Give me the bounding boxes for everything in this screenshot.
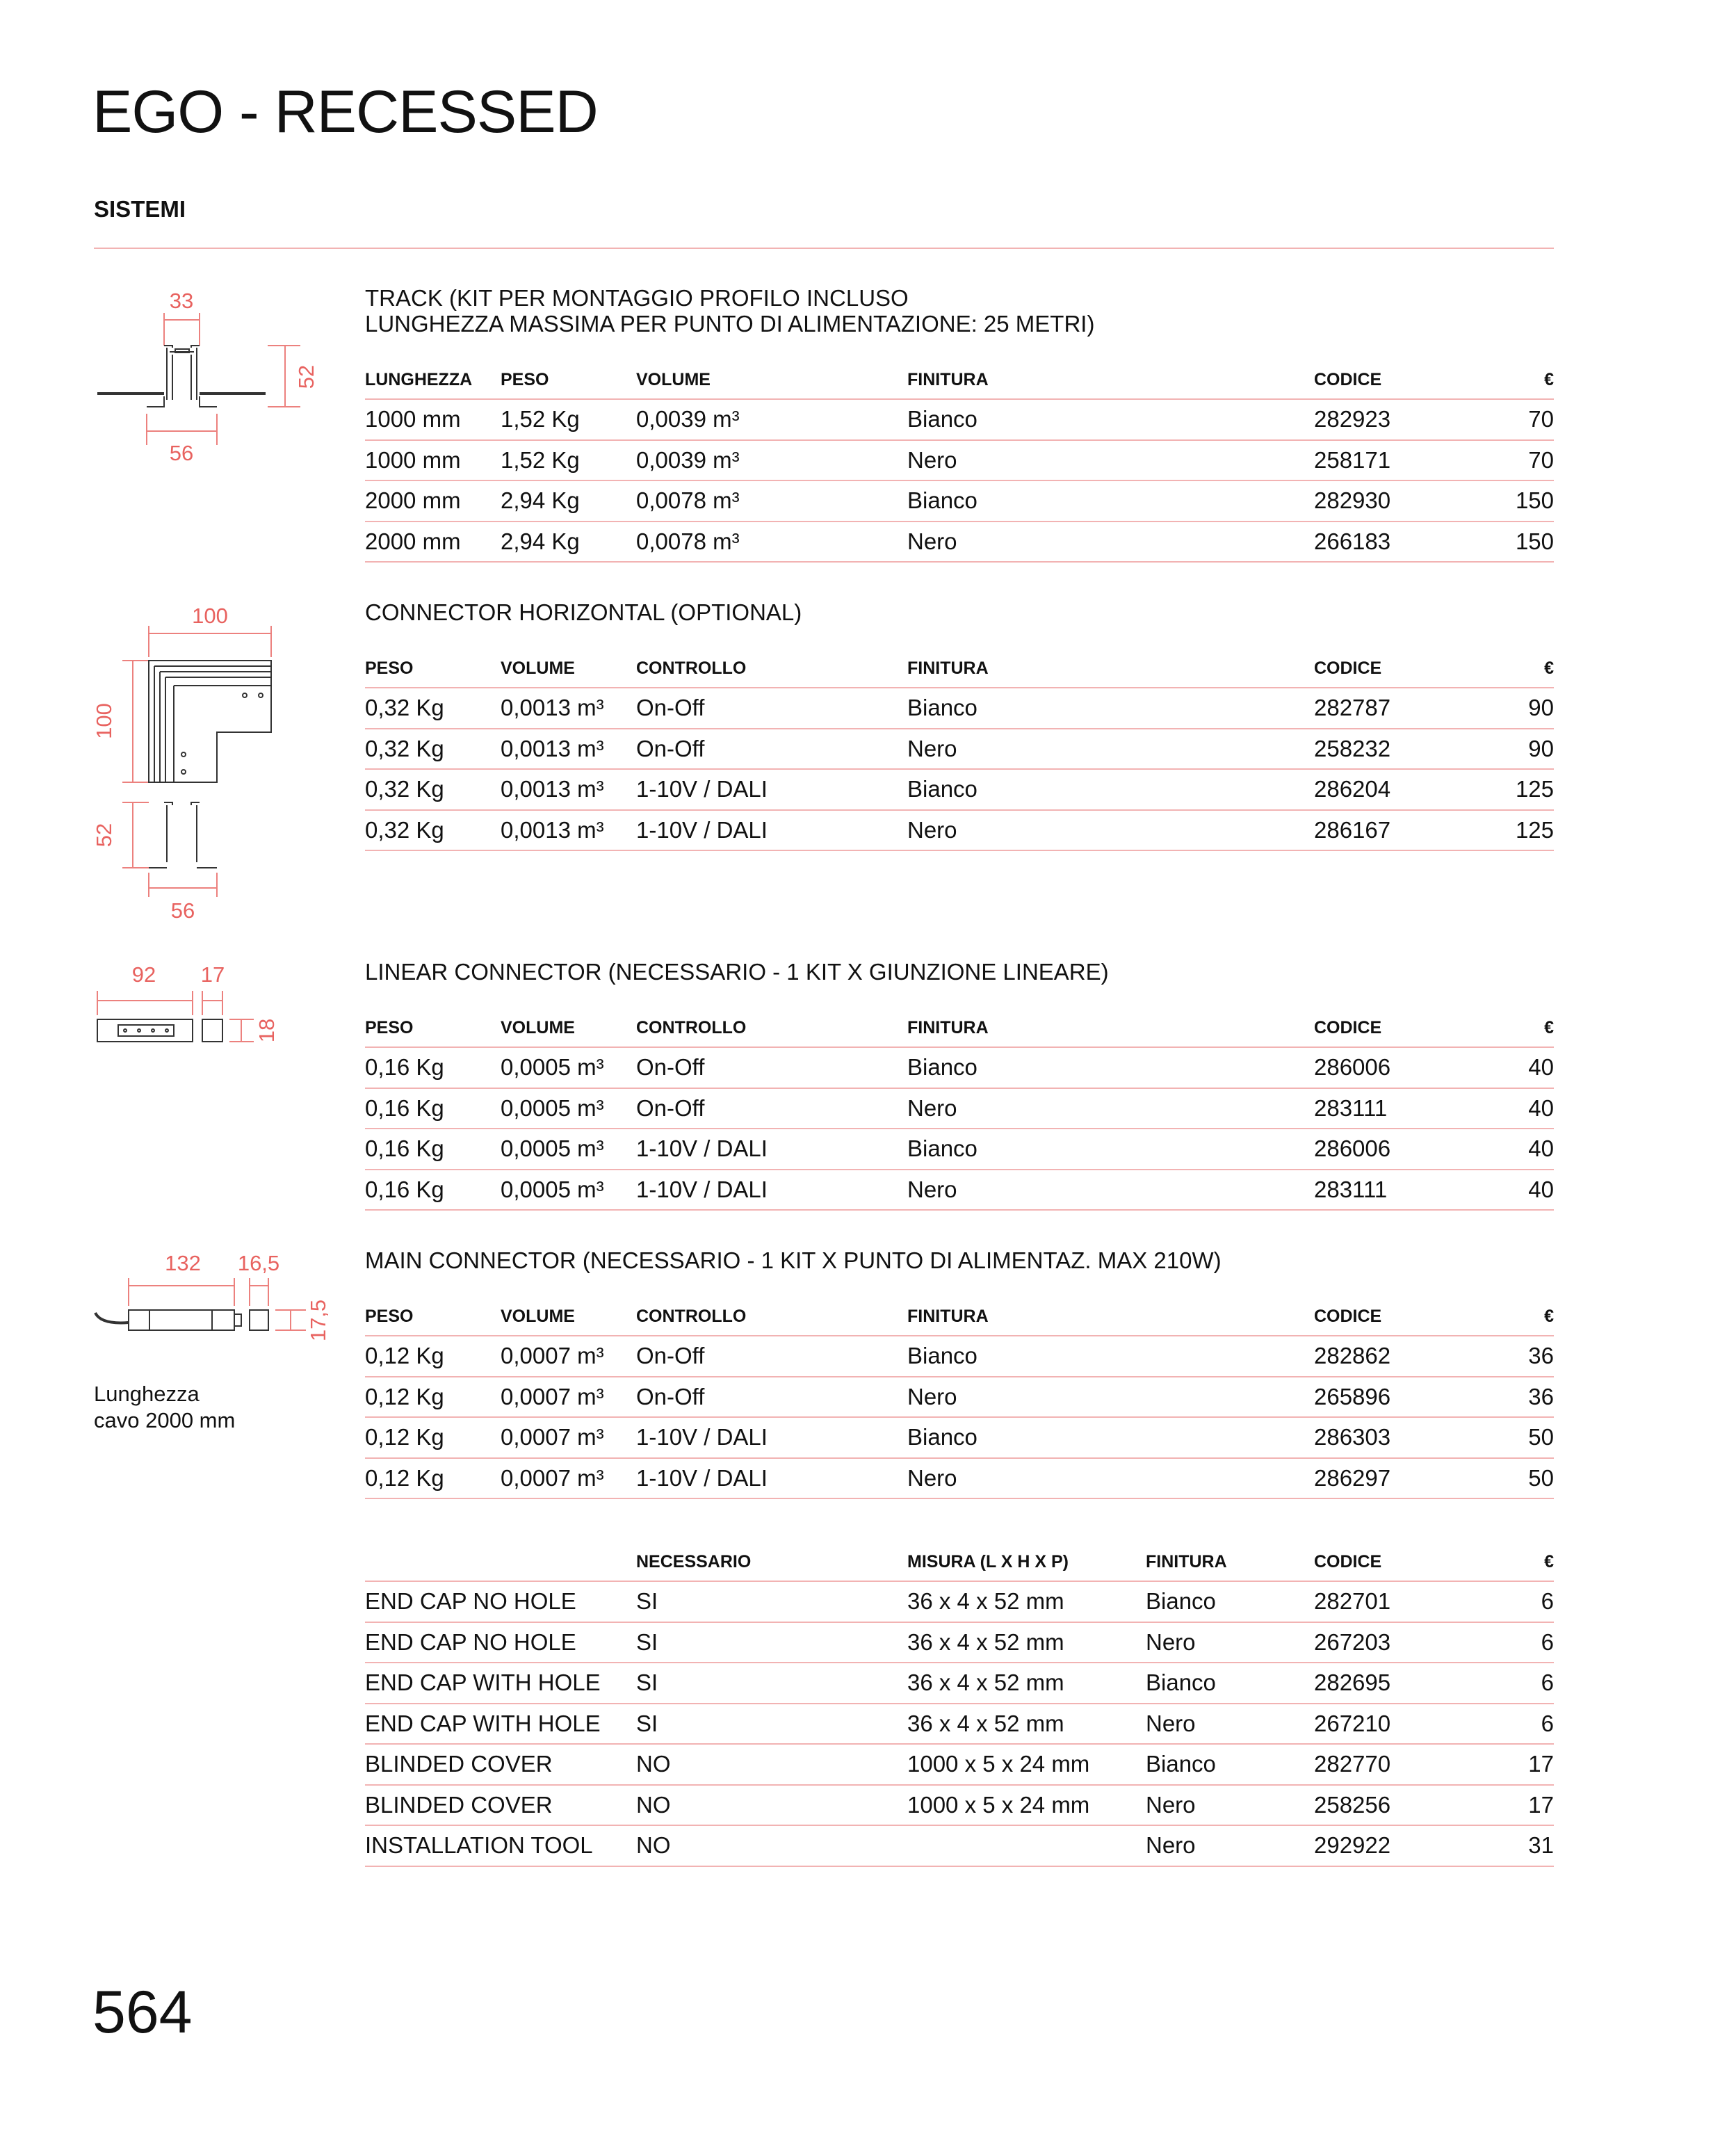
column-header: PESO xyxy=(365,1018,414,1037)
table-header xyxy=(365,359,1554,400)
table-cell: 0,0005 m³ xyxy=(501,1094,604,1121)
table-cell: 282695 xyxy=(1314,1670,1391,1695)
table-cell: Nero xyxy=(907,816,957,843)
table-cell: 6 xyxy=(1541,1670,1554,1695)
table-header xyxy=(365,1296,1554,1336)
table-cell: END CAP WITH HOLE xyxy=(365,1710,601,1736)
table-row xyxy=(365,1704,1554,1745)
table-cell: 282862 xyxy=(1314,1343,1391,1368)
column-header: PESO xyxy=(501,370,549,389)
table-cell: 0,0005 m³ xyxy=(501,1054,604,1080)
table-cell: 0,0078 m³ xyxy=(636,528,740,554)
column-header: NECESSARIO xyxy=(636,1552,752,1571)
table-cell: 1,52 Kg xyxy=(501,446,580,473)
table-cell: 286167 xyxy=(1314,816,1391,843)
table-cell: 0,0013 m³ xyxy=(501,735,604,761)
table-row xyxy=(365,481,1554,522)
table-cell: 70 xyxy=(1528,406,1554,432)
product-table xyxy=(365,1296,1554,1499)
table-cell: 0,32 Kg xyxy=(365,695,444,720)
table-cell: BLINDED COVER xyxy=(365,1791,553,1818)
table-cell: 0,16 Kg xyxy=(365,1176,444,1202)
dim-track-height: 52 xyxy=(294,364,318,389)
table-cell: SI xyxy=(636,1588,658,1614)
table-cell: 0,0005 m³ xyxy=(501,1135,604,1161)
table-cell: 292922 xyxy=(1314,1832,1391,1858)
table-cell: 0,0007 m³ xyxy=(501,1424,604,1450)
table-cell: END CAP NO HOLE xyxy=(365,1628,576,1655)
table-cell: 0,0013 m³ xyxy=(501,816,604,843)
table-cell: 36 xyxy=(1528,1383,1554,1409)
page-number: 564 xyxy=(92,1979,193,2046)
table-row xyxy=(365,1048,1554,1089)
table-cell: END CAP NO HOLE xyxy=(365,1588,576,1614)
section-title xyxy=(365,1247,1222,1273)
table-row xyxy=(365,441,1554,482)
table-cell: 0,12 Kg xyxy=(365,1383,444,1409)
table-cell: Nero xyxy=(907,446,957,473)
table-cell: 1000 mm xyxy=(365,446,461,473)
table-cell: Nero xyxy=(1146,1791,1196,1818)
column-header: € xyxy=(1544,1552,1554,1571)
table-cell: INSTALLATION TOOL xyxy=(365,1832,593,1858)
table-cell: 90 xyxy=(1528,735,1554,761)
table-cell: SI xyxy=(636,1628,658,1655)
table-cell: Bianco xyxy=(907,1054,977,1080)
table-cell: 31 xyxy=(1528,1832,1554,1858)
table-cell: 0,32 Kg xyxy=(365,816,444,843)
table-row xyxy=(365,1663,1554,1704)
table-cell: Nero xyxy=(1146,1832,1196,1858)
table-cell: 50 xyxy=(1528,1424,1554,1450)
table-cell: 286303 xyxy=(1314,1424,1391,1450)
table-cell: 1-10V / DALI xyxy=(636,1176,768,1202)
table-cell: 0,32 Kg xyxy=(365,735,444,761)
table-cell: BLINDED COVER xyxy=(365,1751,553,1777)
column-header: FINITURA xyxy=(1146,1552,1227,1571)
product-table xyxy=(365,359,1554,563)
table-cell: 282770 xyxy=(1314,1751,1391,1777)
table-row xyxy=(365,1377,1554,1418)
table-cell: 1-10V / DALI xyxy=(636,816,768,843)
section-title-line: TRACK (KIT PER MONTAGGIO PROFILO INCLUSO xyxy=(365,285,909,311)
table-row xyxy=(365,1089,1554,1130)
column-header: € xyxy=(1544,370,1554,389)
table-cell: 282701 xyxy=(1314,1588,1391,1614)
table-cell: Nero xyxy=(907,1094,957,1121)
table-cell: 258232 xyxy=(1314,735,1391,761)
table-cell: Bianco xyxy=(907,1424,977,1450)
section-title-line: LUNGHEZZA MASSIMA PER PUNTO DI ALIMENTAZIONE: 25 METRI) xyxy=(365,311,1095,337)
table-row xyxy=(365,1336,1554,1377)
dim-linear-height: 18 xyxy=(254,1018,279,1043)
dim-connector-side: 100 xyxy=(92,703,116,739)
dim-main-end: 16,5 xyxy=(237,1251,280,1275)
table-cell: Bianco xyxy=(907,487,977,513)
table-row xyxy=(365,1582,1554,1623)
column-header: CONTROLLO xyxy=(636,1018,747,1037)
column-header: € xyxy=(1544,1018,1554,1037)
table-cell: 1000 x 5 x 24 mm xyxy=(907,1791,1090,1818)
table-cell: 150 xyxy=(1515,487,1554,513)
table-cell: 258171 xyxy=(1314,446,1391,473)
table-cell: 267203 xyxy=(1314,1628,1391,1655)
dim-main-length: 132 xyxy=(165,1251,201,1275)
table-cell: 258256 xyxy=(1314,1791,1391,1818)
product-table xyxy=(365,648,1554,851)
table-row xyxy=(365,1459,1554,1500)
table-cell: 0,16 Kg xyxy=(365,1135,444,1161)
table-row xyxy=(365,811,1554,852)
table-cell: Nero xyxy=(907,1176,957,1202)
section-title xyxy=(365,599,802,625)
table-cell: 125 xyxy=(1515,776,1554,802)
column-header: VOLUME xyxy=(501,1307,575,1326)
table-cell: Bianco xyxy=(907,406,977,432)
table-cell: 267210 xyxy=(1314,1710,1391,1736)
table-header xyxy=(365,648,1554,688)
table-cell: NO xyxy=(636,1791,671,1818)
table-cell: On-Off xyxy=(636,1343,705,1368)
column-header: € xyxy=(1544,658,1554,678)
table-cell: 40 xyxy=(1528,1094,1554,1121)
table-cell: 286006 xyxy=(1314,1135,1391,1161)
table-cell: Nero xyxy=(907,1464,957,1491)
cable-length-note xyxy=(94,1381,235,1434)
column-header: FINITURA xyxy=(907,370,989,389)
section-title-line: MAIN CONNECTOR (NECESSARIO - 1 KIT X PUNTO DI ALIMENTAZ. MAX 210W) xyxy=(365,1247,1222,1273)
dim-linear-length: 92 xyxy=(131,962,156,987)
table-cell: 0,12 Kg xyxy=(365,1424,444,1450)
table-row xyxy=(365,1418,1554,1459)
table-cell: 0,0005 m³ xyxy=(501,1176,604,1202)
table-cell: 286297 xyxy=(1314,1464,1391,1491)
table-cell: 0,0013 m³ xyxy=(501,776,604,802)
table-row xyxy=(365,1623,1554,1664)
table-cell: Nero xyxy=(1146,1710,1196,1736)
table-cell: 6 xyxy=(1541,1710,1554,1736)
table-cell: 1-10V / DALI xyxy=(636,1424,768,1450)
table-row xyxy=(365,770,1554,811)
table-cell: 1,52 Kg xyxy=(501,406,580,432)
table-cell: 17 xyxy=(1528,1791,1554,1818)
table-cell: SI xyxy=(636,1670,658,1695)
dim-connector-height: 52 xyxy=(92,823,116,848)
column-header: CODICE xyxy=(1314,1552,1382,1571)
column-header: VOLUME xyxy=(501,1018,575,1037)
table-cell: On-Off xyxy=(636,1383,705,1409)
column-header: PESO xyxy=(365,658,414,678)
column-header: CODICE xyxy=(1314,370,1382,389)
table-cell: 0,0007 m³ xyxy=(501,1343,604,1368)
table-cell: 1-10V / DALI xyxy=(636,1135,768,1161)
table-cell: Nero xyxy=(907,1383,957,1409)
table-cell: Bianco xyxy=(907,776,977,802)
column-header: CONTROLLO xyxy=(636,1307,747,1326)
table-cell: On-Off xyxy=(636,695,705,720)
table-row xyxy=(365,1826,1554,1867)
product-table xyxy=(365,1542,1554,1867)
cable-note-line: cavo 2000 mm xyxy=(94,1408,236,1432)
table-cell: 2000 mm xyxy=(365,487,461,513)
table-header xyxy=(365,1542,1554,1582)
table-cell: 1000 mm xyxy=(365,406,461,432)
table-row xyxy=(365,729,1554,770)
dim-connector-base: 56 xyxy=(170,898,195,923)
column-header: CODICE xyxy=(1314,1018,1382,1037)
table-cell: 36 x 4 x 52 mm xyxy=(907,1588,1064,1614)
product-table xyxy=(365,1008,1554,1211)
column-header: FINITURA xyxy=(907,1018,989,1037)
dim-connector-length: 100 xyxy=(192,604,228,628)
table-cell: 265896 xyxy=(1314,1383,1391,1409)
table-cell: 36 x 4 x 52 mm xyxy=(907,1710,1064,1736)
column-header: CODICE xyxy=(1314,658,1382,678)
table-cell: 150 xyxy=(1515,528,1554,554)
table-row xyxy=(365,1745,1554,1786)
table-row xyxy=(365,522,1554,563)
table-cell: 282923 xyxy=(1314,406,1391,432)
table-cell: Bianco xyxy=(907,1135,977,1161)
column-header: VOLUME xyxy=(636,370,711,389)
table-cell: 0,16 Kg xyxy=(365,1094,444,1121)
table-cell: 0,32 Kg xyxy=(365,776,444,802)
table-cell: 1000 x 5 x 24 mm xyxy=(907,1751,1090,1777)
table-cell: Bianco xyxy=(1146,1588,1216,1614)
dim-track-width: 33 xyxy=(169,289,194,313)
column-header: € xyxy=(1544,1307,1554,1326)
table-cell: 0,0013 m³ xyxy=(501,695,604,720)
table-cell: NO xyxy=(636,1751,671,1777)
table-row xyxy=(365,1786,1554,1827)
page-title: EGO - RECESSED xyxy=(92,79,598,145)
table-cell: 2000 mm xyxy=(365,528,461,554)
dim-linear-end: 17 xyxy=(200,962,225,987)
table-cell: 266183 xyxy=(1314,528,1391,554)
table-cell: 282787 xyxy=(1314,695,1391,720)
column-header: FINITURA xyxy=(907,1307,989,1326)
section-title xyxy=(365,285,1094,337)
column-header: VOLUME xyxy=(501,658,575,678)
table-cell: 0,0078 m³ xyxy=(636,487,740,513)
table-cell: 0,12 Kg xyxy=(365,1464,444,1491)
table-cell: 0,0007 m³ xyxy=(501,1383,604,1409)
table-cell: 283111 xyxy=(1314,1176,1388,1202)
table-cell: 0,12 Kg xyxy=(365,1343,444,1368)
table-cell: On-Off xyxy=(636,1094,705,1121)
table-cell: 0,16 Kg xyxy=(365,1054,444,1080)
table-cell: NO xyxy=(636,1832,671,1858)
column-header: LUNGHEZZA xyxy=(365,370,473,389)
table-cell: Bianco xyxy=(1146,1670,1216,1695)
dim-main-height: 17,5 xyxy=(306,1299,330,1342)
table-cell: Bianco xyxy=(907,695,977,720)
column-header: CONTROLLO xyxy=(636,658,747,678)
section-title-line: LINEAR CONNECTOR (NECESSARIO - 1 KIT X GIUNZIONE LINEARE) xyxy=(365,959,1109,985)
table-cell: 0,0007 m³ xyxy=(501,1464,604,1491)
table-cell: 286006 xyxy=(1314,1054,1391,1080)
table-cell: 70 xyxy=(1528,446,1554,473)
cable-note-line: Lunghezza xyxy=(94,1382,200,1406)
table-cell: SI xyxy=(636,1710,658,1736)
table-row xyxy=(365,400,1554,441)
table-cell: 2,94 Kg xyxy=(501,528,580,554)
table-cell: Nero xyxy=(907,735,957,761)
table-cell: 1-10V / DALI xyxy=(636,776,768,802)
table-cell: On-Off xyxy=(636,735,705,761)
table-cell: Bianco xyxy=(907,1343,977,1368)
section-subtitle: SISTEMI xyxy=(94,196,186,222)
table-cell: 125 xyxy=(1515,816,1554,843)
table-row xyxy=(365,688,1554,729)
table-cell: 40 xyxy=(1528,1135,1554,1161)
table-cell: 36 x 4 x 52 mm xyxy=(907,1628,1064,1655)
table-row xyxy=(365,1170,1554,1211)
table-cell: 6 xyxy=(1541,1588,1554,1614)
table-cell: 36 x 4 x 52 mm xyxy=(907,1670,1064,1695)
table-cell: 17 xyxy=(1528,1751,1554,1777)
table-cell: 50 xyxy=(1528,1464,1554,1491)
column-header: CODICE xyxy=(1314,1307,1382,1326)
table-cell: 1-10V / DALI xyxy=(636,1464,768,1491)
table-header xyxy=(365,1008,1554,1048)
table-cell: 6 xyxy=(1541,1628,1554,1655)
table-cell: 0,0039 m³ xyxy=(636,406,740,432)
table-cell: Nero xyxy=(907,528,957,554)
column-header: MISURA (L X H X P) xyxy=(907,1552,1069,1571)
table-cell: 286204 xyxy=(1314,776,1391,802)
table-cell: 2,94 Kg xyxy=(501,487,580,513)
table-cell: 283111 xyxy=(1314,1094,1388,1121)
column-header: PESO xyxy=(365,1307,414,1326)
section-title-line: CONNECTOR HORIZONTAL (OPTIONAL) xyxy=(365,599,802,625)
table-cell: Bianco xyxy=(1146,1751,1216,1777)
section-title xyxy=(365,959,1109,985)
dim-track-base: 56 xyxy=(169,441,194,465)
table-cell: 90 xyxy=(1528,695,1554,720)
table-row xyxy=(365,1129,1554,1170)
table-cell: Nero xyxy=(1146,1628,1196,1655)
table-cell: 282930 xyxy=(1314,487,1391,513)
table-cell: END CAP WITH HOLE xyxy=(365,1670,601,1695)
table-cell: 40 xyxy=(1528,1176,1554,1202)
table-cell: 0,0039 m³ xyxy=(636,446,740,473)
table-cell: On-Off xyxy=(636,1054,705,1080)
column-header: FINITURA xyxy=(907,658,989,678)
table-cell: 40 xyxy=(1528,1054,1554,1080)
table-cell: 36 xyxy=(1528,1343,1554,1368)
